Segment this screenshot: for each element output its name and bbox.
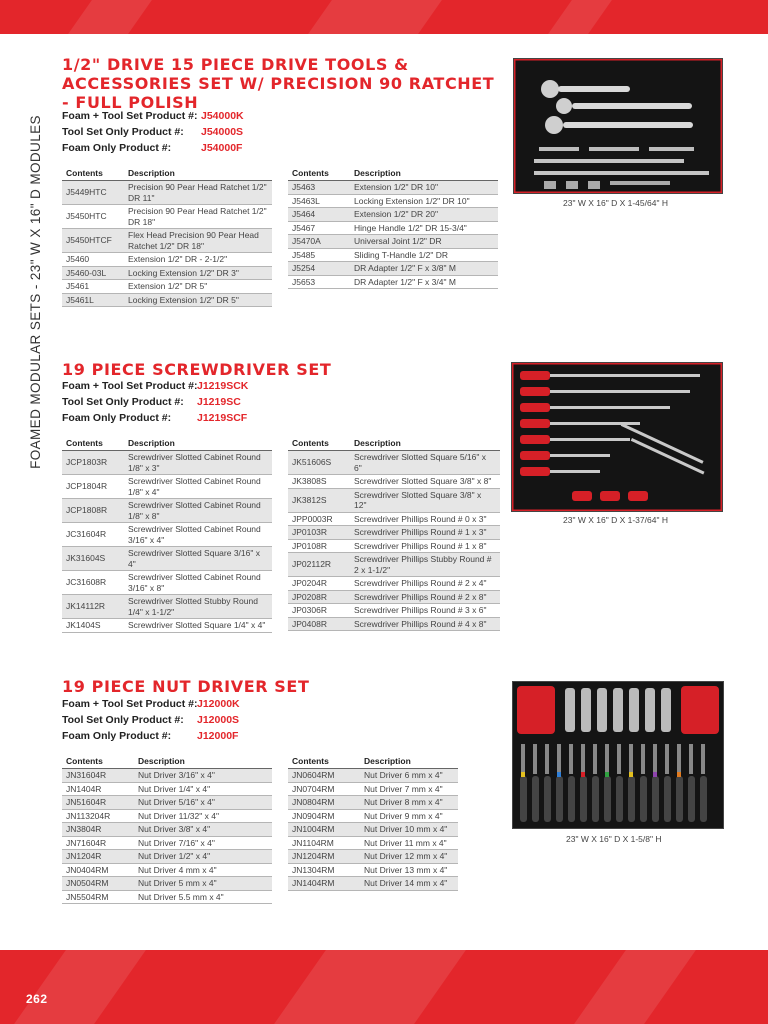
description-cell: Screwdriver Slotted Square 3/8" x 12" — [350, 488, 500, 512]
description-cell: Nut Driver 11 mm x 4" — [360, 836, 458, 850]
product-row — [62, 394, 248, 410]
product-code: J54000F — [201, 142, 243, 154]
contents-cell: JN0904RM — [288, 809, 360, 823]
contents-header: Contents — [288, 166, 350, 181]
ratchet-set-tray-image — [513, 58, 723, 194]
product-row — [62, 410, 248, 426]
contents-cell: JN1304RM — [288, 863, 360, 877]
contents-cell: JK3812S — [288, 488, 350, 512]
contents-header: Contents — [62, 754, 134, 769]
table-row — [288, 181, 498, 195]
side-category-label: FOAMED MODULAR SETS - 23" W X 16" D MODULES — [28, 115, 43, 469]
table-row — [288, 275, 498, 289]
description-cell: Nut Driver 11/32" x 4" — [134, 809, 272, 823]
contents-cell: J5467 — [288, 221, 350, 235]
description-cell: Screwdriver Slotted Square 3/16" x 4" — [124, 547, 272, 571]
product-row — [62, 124, 244, 140]
contents-header: Contents — [62, 166, 124, 181]
description-cell: Nut Driver 14 mm x 4" — [360, 877, 458, 891]
section-2-title: 19 PIECE SCREWDRIVER SET — [62, 360, 332, 379]
table-row — [62, 595, 272, 619]
section-1-contents-table-left — [62, 166, 272, 307]
description-cell: Nut Driver 10 mm x 4" — [360, 823, 458, 837]
contents-cell: J5653 — [288, 275, 350, 289]
contents-cell: JN0704RM — [288, 782, 360, 796]
description-header: Description — [124, 436, 272, 451]
description-cell: Screwdriver Slotted Square 3/8" x 8" — [350, 475, 500, 489]
table-row — [62, 451, 272, 475]
contents-cell: J5464 — [288, 208, 350, 222]
table-row — [62, 523, 272, 547]
description-header: Description — [124, 166, 272, 181]
section-2-contents-table-left — [62, 436, 272, 633]
product-label: Tool Set Only Product #: — [62, 126, 184, 138]
contents-cell: J5463 — [288, 181, 350, 195]
product-row — [62, 140, 244, 156]
contents-cell: JP0408R — [288, 617, 350, 631]
description-cell: Screwdriver Slotted Square 1/4" x 4" — [124, 619, 272, 633]
tray-dimensions-caption: 23" W X 16" D X 1-45/64" H — [563, 198, 668, 208]
description-cell: Extension 1/2" DR 10" — [350, 181, 498, 195]
table-row — [288, 809, 458, 823]
contents-cell: JN0504RM — [62, 877, 134, 891]
page-number: 262 — [26, 992, 48, 1006]
contents-cell: JN113204R — [62, 809, 134, 823]
table-row — [62, 181, 272, 205]
screwdriver-set-tray-image — [511, 362, 723, 512]
table-row — [288, 604, 500, 618]
product-row — [62, 108, 244, 124]
top-brand-band — [0, 0, 768, 34]
contents-cell: JK51606S — [288, 451, 350, 475]
description-cell: Flex Head Precision 90 Pear Head Ratchet 1/2" DR 18" — [124, 229, 272, 253]
table-row — [62, 280, 272, 294]
section-3-title: 19 PIECE NUT DRIVER SET — [62, 677, 310, 696]
product-label: Foam Only Product #: — [62, 730, 172, 742]
product-row — [62, 378, 248, 394]
contents-cell: JN31604R — [62, 769, 134, 783]
description-cell: Nut Driver 9 mm x 4" — [360, 809, 458, 823]
bottom-brand-band — [0, 950, 768, 1024]
description-cell: Screwdriver Slotted Cabinet Round 1/8" x 3" — [124, 451, 272, 475]
contents-cell: JP02112R — [288, 553, 350, 577]
section-1-title: 1/2" DRIVE 15 PIECE DRIVE TOOLS & ACCESSORIES SET W/ PRECISION 90 RATCHET - FULL POLISH — [62, 55, 495, 112]
table-row — [288, 194, 498, 208]
description-cell: Screwdriver Slotted Stubby Round 1/4" x 1-1/2" — [124, 595, 272, 619]
description-cell: Screwdriver Phillips Round # 2 x 8" — [350, 590, 500, 604]
table-row — [62, 499, 272, 523]
table-row — [288, 617, 500, 631]
description-cell: Extension 1/2" DR 20" — [350, 208, 498, 222]
description-cell: Locking Extension 1/2" DR 10" — [350, 194, 498, 208]
contents-cell: JN0404RM — [62, 863, 134, 877]
description-cell: Nut Driver 4 mm x 4" — [134, 863, 272, 877]
description-header: Description — [134, 754, 272, 769]
contents-header: Contents — [288, 436, 350, 451]
description-cell: Screwdriver Phillips Round # 4 x 8" — [350, 617, 500, 631]
table-row — [62, 890, 272, 904]
description-cell: Nut Driver 7 mm x 4" — [360, 782, 458, 796]
contents-cell: JP0208R — [288, 590, 350, 604]
contents-cell: J5450HTCF — [62, 229, 124, 253]
section-3-contents-table-right — [288, 754, 458, 891]
contents-cell: JN51604R — [62, 796, 134, 810]
ratchet-set-illustration — [514, 59, 722, 193]
table-row — [288, 863, 458, 877]
table-row — [288, 262, 498, 276]
contents-cell: J5470A — [288, 235, 350, 249]
description-cell: Nut Driver 1/4" x 4" — [134, 782, 272, 796]
contents-cell: JK31604S — [62, 547, 124, 571]
product-row — [62, 728, 240, 744]
description-cell: Screwdriver Phillips Round # 3 x 6" — [350, 604, 500, 618]
description-cell: Nut Driver 1/2" x 4" — [134, 850, 272, 864]
contents-cell: JN0604RM — [288, 769, 360, 783]
description-cell: Nut Driver 5/16" x 4" — [134, 796, 272, 810]
table-row — [62, 769, 272, 783]
contents-cell: JPP0003R — [288, 512, 350, 526]
contents-cell: J5485 — [288, 248, 350, 262]
product-code: J1219SC — [197, 396, 241, 408]
tray-dimensions-caption: 23" W X 16" D X 1-5/8" H — [566, 834, 662, 844]
description-cell: Hinge Handle 1/2" DR 15-3/4" — [350, 221, 498, 235]
contents-cell: J5463L — [288, 194, 350, 208]
contents-cell: J5254 — [288, 262, 350, 276]
table-row — [288, 475, 500, 489]
contents-header: Contents — [62, 436, 124, 451]
table-row — [288, 488, 500, 512]
description-cell: Extension 1/2" DR - 2-1/2" — [124, 253, 272, 267]
table-row — [62, 823, 272, 837]
table-row — [288, 451, 500, 475]
contents-cell: JC31604R — [62, 523, 124, 547]
table-row — [62, 863, 272, 877]
table-row — [288, 512, 500, 526]
description-cell: Screwdriver Slotted Cabinet Round 1/8" x 4" — [124, 475, 272, 499]
product-label: Foam Only Product #: — [62, 412, 172, 424]
table-row — [288, 782, 458, 796]
table-row — [62, 850, 272, 864]
table-row — [62, 571, 272, 595]
table-row — [62, 266, 272, 280]
description-cell: Screwdriver Phillips Stubby Round # 2 x 1-1/2" — [350, 553, 500, 577]
contents-cell: JCP1803R — [62, 451, 124, 475]
section-1-contents-table-right — [288, 166, 498, 289]
contents-cell: JN1004RM — [288, 823, 360, 837]
product-code: J12000F — [197, 730, 239, 742]
table-row — [288, 221, 498, 235]
table-row — [62, 293, 272, 307]
contents-cell: JN3804R — [62, 823, 134, 837]
contents-cell: J5460 — [62, 253, 124, 267]
product-label: Foam Only Product #: — [62, 142, 172, 154]
contents-cell: J5461L — [62, 293, 124, 307]
description-header: Description — [350, 436, 500, 451]
table-row — [62, 877, 272, 891]
contents-cell: J5461 — [62, 280, 124, 294]
table-row — [288, 526, 500, 540]
description-cell: Screwdriver Phillips Round # 1 x 3" — [350, 526, 500, 540]
description-cell: Screwdriver Slotted Cabinet Round 1/8" x 8" — [124, 499, 272, 523]
contents-cell: JCP1808R — [62, 499, 124, 523]
product-label: Foam + Tool Set Product #: — [62, 380, 198, 392]
description-cell: Screwdriver Slotted Cabinet Round 3/16" x 8" — [124, 571, 272, 595]
table-row — [62, 205, 272, 229]
description-cell: Nut Driver 13 mm x 4" — [360, 863, 458, 877]
description-cell: Nut Driver 3/8" x 4" — [134, 823, 272, 837]
nut-driver-set-illustration — [513, 682, 723, 828]
tray-dimensions-caption: 23" W X 16" D X 1-37/64" H — [563, 515, 668, 525]
product-row — [62, 696, 240, 712]
table-row — [62, 619, 272, 633]
contents-cell: JK1404S — [62, 619, 124, 633]
contents-cell: JN0804RM — [288, 796, 360, 810]
contents-header: Contents — [288, 754, 360, 769]
description-cell: Universal Joint 1/2" DR — [350, 235, 498, 249]
description-cell: Nut Driver 5.5 mm x 4" — [134, 890, 272, 904]
contents-cell: JK14112R — [62, 595, 124, 619]
contents-cell: JN1104RM — [288, 836, 360, 850]
description-cell: Precision 90 Pear Head Ratchet 1/2" DR 18" — [124, 205, 272, 229]
table-row — [62, 796, 272, 810]
description-cell: Screwdriver Phillips Round # 2 x 4" — [350, 577, 500, 591]
contents-cell: JN1204R — [62, 850, 134, 864]
section-2-products — [62, 378, 248, 426]
description-cell: DR Adapter 1/2" F x 3/8" M — [350, 262, 498, 276]
contents-cell: J5450HTC — [62, 205, 124, 229]
description-cell: Locking Extension 1/2" DR 3" — [124, 266, 272, 280]
contents-cell: JN1204RM — [288, 850, 360, 864]
product-label: Tool Set Only Product #: — [62, 714, 184, 726]
description-cell: Nut Driver 7/16" x 4" — [134, 836, 272, 850]
description-cell: Precision 90 Pear Head Ratchet 1/2" DR 11" — [124, 181, 272, 205]
contents-cell: JP0103R — [288, 526, 350, 540]
product-label: Tool Set Only Product #: — [62, 396, 184, 408]
description-cell: Locking Extension 1/2" DR 5" — [124, 293, 272, 307]
product-code: J54000K — [201, 110, 244, 122]
description-cell: Nut Driver 3/16" x 4" — [134, 769, 272, 783]
table-row — [288, 539, 500, 553]
product-code: J12000K — [197, 698, 240, 710]
description-cell: Extension 1/2" DR 5" — [124, 280, 272, 294]
contents-cell: JP0108R — [288, 539, 350, 553]
description-cell: Nut Driver 5 mm x 4" — [134, 877, 272, 891]
section-2-contents-table-right — [288, 436, 500, 631]
product-code: J54000S — [201, 126, 244, 138]
table-row — [62, 475, 272, 499]
table-row — [62, 809, 272, 823]
contents-cell: JN1404R — [62, 782, 134, 796]
description-cell: Screwdriver Phillips Round # 0 x 3" — [350, 512, 500, 526]
description-header: Description — [360, 754, 458, 769]
description-cell: Nut Driver 6 mm x 4" — [360, 769, 458, 783]
product-label: Foam + Tool Set Product #: — [62, 110, 198, 122]
product-row — [62, 712, 240, 728]
table-row — [288, 796, 458, 810]
contents-cell: JN1404RM — [288, 877, 360, 891]
description-cell: Screwdriver Slotted Cabinet Round 3/16" x 4" — [124, 523, 272, 547]
description-cell: DR Adapter 1/2" F x 3/4" M — [350, 275, 498, 289]
section-3-contents-table-left — [62, 754, 272, 904]
description-header: Description — [350, 166, 498, 181]
description-cell: Screwdriver Phillips Round # 1 x 8" — [350, 539, 500, 553]
description-cell: Screwdriver Slotted Square 5/16" x 6" — [350, 451, 500, 475]
contents-cell: JP0306R — [288, 604, 350, 618]
table-row — [288, 836, 458, 850]
table-row — [288, 877, 458, 891]
table-row — [288, 553, 500, 577]
contents-cell: J5449HTC — [62, 181, 124, 205]
table-row — [288, 823, 458, 837]
contents-cell: JK3808S — [288, 475, 350, 489]
product-code: J12000S — [197, 714, 240, 726]
description-cell: Nut Driver 8 mm x 4" — [360, 796, 458, 810]
contents-cell: J5460-03L — [62, 266, 124, 280]
product-label: Foam + Tool Set Product #: — [62, 698, 198, 710]
contents-cell: JP0204R — [288, 577, 350, 591]
table-row — [62, 229, 272, 253]
table-row — [288, 769, 458, 783]
contents-cell: JC31608R — [62, 571, 124, 595]
section-1-products — [62, 108, 244, 156]
nut-driver-set-tray-image — [512, 681, 724, 829]
table-row — [62, 782, 272, 796]
table-row — [288, 248, 498, 262]
table-row — [288, 850, 458, 864]
description-cell: Sliding T-Handle 1/2" DR — [350, 248, 498, 262]
contents-cell: JN71604R — [62, 836, 134, 850]
section-3-products — [62, 696, 240, 744]
table-row — [288, 590, 500, 604]
table-row — [288, 577, 500, 591]
table-row — [62, 547, 272, 571]
table-row — [62, 253, 272, 267]
contents-cell: JN5504RM — [62, 890, 134, 904]
description-cell: Nut Driver 12 mm x 4" — [360, 850, 458, 864]
table-row — [288, 208, 498, 222]
table-row — [288, 235, 498, 249]
screwdriver-set-illustration — [512, 363, 722, 511]
table-row — [62, 836, 272, 850]
contents-cell: JCP1804R — [62, 475, 124, 499]
product-code: J1219SCK — [197, 380, 249, 392]
product-code: J1219SCF — [197, 412, 248, 424]
